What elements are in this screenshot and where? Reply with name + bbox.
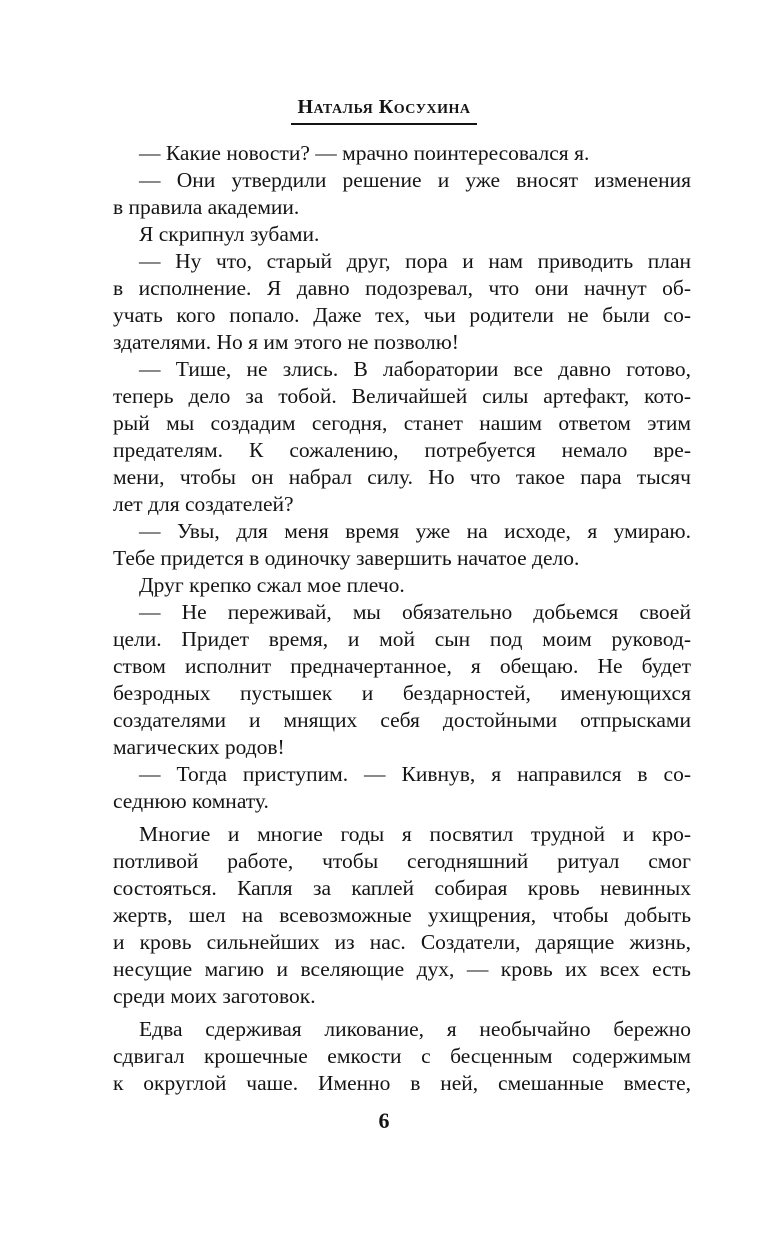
text-line: безродных пустышек и бездарностей, именующихся <box>113 681 691 705</box>
author-name: Наталья Косухина <box>291 96 476 125</box>
text-line: в исполнение. Я давно подозревал, что они начнут об- <box>113 276 691 300</box>
text-line: в правила академии. <box>113 195 300 219</box>
text-line: — Тише, не злись. В лаборатории все давно готово, <box>139 357 691 381</box>
text-line: жертв, шел на всевозможные ухищрения, чтобы добыть <box>113 903 691 927</box>
text-line: к округлой чаше. Именно в ней, смешанные вместе, <box>113 1071 691 1095</box>
text-line: учать кого попало. Даже тех, чьи родители не были со- <box>113 303 691 327</box>
text-line: — Какие новости? — мрачно поинтересовался я. <box>139 141 590 165</box>
text-line: — Увы, для меня время уже на исходе, я умираю. <box>139 519 691 543</box>
text-line: Я скрипнул зубами. <box>139 222 320 246</box>
body-text <box>113 140 691 1097</box>
text-line: здателями. Но я им этого не позволю! <box>113 330 459 354</box>
text-line: мени, чтобы он набрал силу. Но что такое пара тысяч <box>113 465 691 489</box>
text-line: — Они утвердили решение и уже вносят изменения <box>139 168 691 192</box>
text-line: — Ну что, старый друг, пора и нам приводить план <box>139 249 691 273</box>
page-number: 6 <box>378 1108 390 1133</box>
text-line: седнюю комнату. <box>113 789 269 813</box>
text-line: потливой работе, чтобы сегодняшний ритуал смог <box>113 849 691 873</box>
text-line: и кровь сильнейших из нас. Создатели, дарящие жизнь, <box>113 930 691 954</box>
text-line: состояться. Капля за каплей собирая кровь невинных <box>113 876 691 900</box>
text-line: магических родов! <box>113 735 285 759</box>
text-line: теперь дело за тобой. Величайшей силы артефакт, кото- <box>113 384 691 408</box>
text-line: цели. Придет время, и мой сын под моим руковод- <box>113 627 691 651</box>
text-line: несущие магию и вселяющие дух, — кровь их всех есть <box>113 957 691 981</box>
text-line: ством исполнит предначертанное, я обещаю. Не будет <box>113 654 691 678</box>
text-line: сдвигал крошечные емкости с бесценным содержимым <box>113 1044 691 1068</box>
text-line: создателями и мнящих себя достойными отпрысками <box>113 708 691 732</box>
text-line: рый мы создадим сегодня, станет нашим ответом этим <box>113 411 691 435</box>
text-line: лет для создателей? <box>113 492 294 516</box>
text-line: — Не переживай, мы обязательно добьемся своей <box>139 600 691 624</box>
text-line: Друг крепко сжал мое плечо. <box>139 573 405 597</box>
text-line: — Тогда приступим. — Кивнув, я направился в со- <box>139 762 691 786</box>
text-line: Многие и многие годы я посвятил трудной и кро- <box>139 822 691 846</box>
text-line: Едва сдерживая ликование, я необычайно бережно <box>139 1017 691 1041</box>
text-line: среди моих заготовок. <box>113 984 316 1008</box>
text-line: предателям. К сожалению, потребуется немало вре- <box>113 438 691 462</box>
running-head <box>0 96 768 125</box>
text-line: Тебе придется в одиночку завершить начатое дело. <box>113 546 580 570</box>
